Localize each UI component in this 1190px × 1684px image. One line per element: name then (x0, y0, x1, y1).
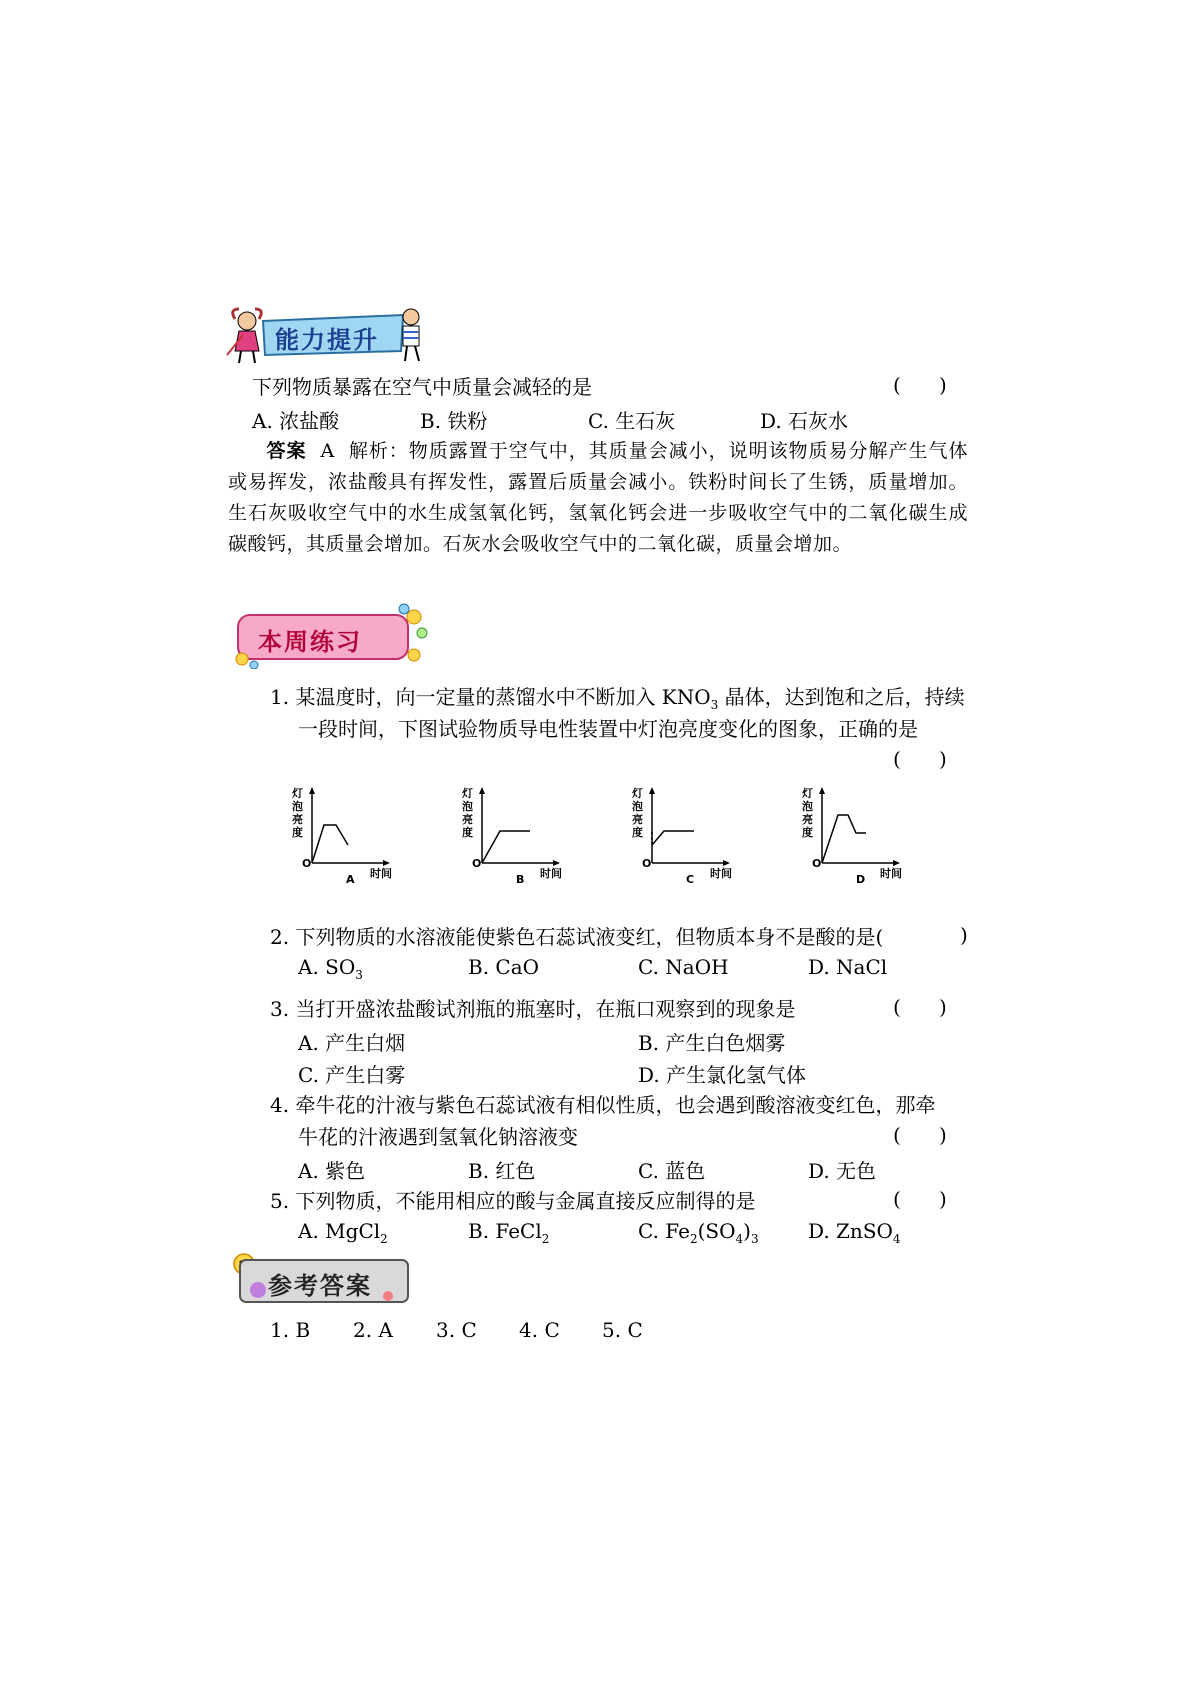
ability-banner (225, 305, 430, 365)
q3-answer-paren: ( ) (893, 995, 947, 1019)
weekly-banner (228, 603, 428, 669)
graph-b-label: B (516, 873, 525, 886)
q4-line1: 4. 牵牛花的汁液与紫色石蕊试液有相似性质，也会遇到酸溶液变红色，那牵 (270, 1093, 936, 1117)
graph-a-origin: O (302, 857, 312, 870)
answer-label: 答案 (266, 440, 307, 462)
ability-explanation (228, 436, 968, 560)
q4-option-c: C. 蓝色 (638, 1159, 706, 1183)
q5-answer-paren: ( ) (893, 1187, 947, 1211)
q1-answer-paren: ( ) (893, 747, 947, 771)
explanation-text: 解析：物质露置于空气中，其质量会减小，说明该物质易分解产生气体或易挥发，浓盐酸具有挥发性，露置后质量会减小。铁粉时间长了生锈，质量增加。生石灰吸收空气中的水生成氢氧化钙，氢氧化钙会进一步吸收空气中的二氧化碳生成碳酸钙，其质量会增加。石灰水会吸收空气中的二氧化碳，质量会增加。 (228, 440, 968, 555)
graph-a-ylabel: 灯泡亮度 (292, 787, 303, 839)
graph-b-ylabel: 灯泡亮度 (462, 787, 473, 839)
graph-c-label: C (686, 873, 695, 886)
q2-text: 2. 下列物质的水溶液能使紫色石蕊试液变红，但物质本身不是酸的是( (270, 925, 884, 949)
q3-text: 3. 当打开盛浓盐酸试剂瓶的瓶塞时，在瓶口观察到的现象是 (270, 997, 796, 1021)
q1-graphs (290, 785, 910, 885)
q4-option-b: B. 红色 (468, 1159, 536, 1183)
answer-2: 2. A (353, 1318, 393, 1342)
q3-option-d: D. 产生氯化氢气体 (638, 1063, 807, 1087)
ability-option-a: A. 浓盐酸 (252, 409, 340, 433)
graph-d-origin: O (812, 857, 822, 870)
ability-answer-paren: ( ) (893, 373, 947, 397)
q5-text: 5. 下列物质，不能用相应的酸与金属直接反应制得的是 (270, 1189, 756, 1213)
q5-option-d: D. ZnSO$_4$ (808, 1219, 901, 1246)
graph-b-origin: O (472, 857, 482, 870)
answers-banner-title: 参考答案 (268, 1272, 372, 1300)
graph-b-xlabel: 时间 (540, 867, 562, 880)
answer-5: 5. C (602, 1318, 643, 1342)
ability-question: 下列物质暴露在空气中质量会减轻的是 (252, 375, 592, 399)
q4-line2: 牛花的汁液遇到氢氧化钠溶液变 (298, 1125, 578, 1149)
q5-option-a: A. MgCl$_2$ (298, 1219, 388, 1246)
graph-a-label: A (346, 873, 355, 886)
answer-3: 3. C (436, 1318, 477, 1342)
ability-option-d: D. 石灰水 (760, 409, 849, 433)
ability-option-b: B. 铁粉 (420, 409, 488, 433)
q1-line1: 1. 某温度时，向一定量的蒸馏水中不断加入 $KNO_3$ 晶体，达到饱和之后，持续 (270, 685, 965, 712)
graph-a-xlabel: 时间 (370, 867, 392, 880)
answer-4: 4. C (519, 1318, 560, 1342)
ability-option-c: C. 生石灰 (588, 409, 676, 433)
q2-option-c: C. NaOH (638, 955, 729, 979)
q3-option-a: A. 产生白烟 (298, 1031, 406, 1055)
q2-option-b: B. CaO (468, 955, 540, 979)
q4-option-a: A. 紫色 (298, 1159, 366, 1183)
graph-c-origin: O (642, 857, 652, 870)
q4-option-d: D. 无色 (808, 1159, 877, 1183)
q2-paren-close: ) (960, 923, 968, 947)
q1-line2: 一段时间，下图试验物质导电性装置中灯泡亮度变化的图象，正确的是 (298, 717, 918, 741)
ability-banner-title: 能力提升 (275, 326, 379, 354)
weekly-banner-title: 本周练习 (258, 628, 362, 656)
q3-option-c: C. 产生白雾 (298, 1063, 406, 1087)
q2-option-d: D. NaCl (808, 955, 888, 979)
answer-letter: A (320, 440, 335, 462)
q4-answer-paren: ( ) (893, 1123, 947, 1147)
graph-d-label: D (856, 873, 866, 886)
graph-d-xlabel: 时间 (880, 867, 902, 880)
q3-option-b: B. 产生白色烟雾 (638, 1031, 786, 1055)
answers-banner (228, 1250, 413, 1310)
q5-option-c: C. $Fe_2(SO_4)_3$ (638, 1219, 759, 1246)
answer-1: 1. B (270, 1318, 311, 1342)
graph-c-ylabel: 灯泡亮度 (632, 787, 643, 839)
graph-c-xlabel: 时间 (710, 867, 732, 880)
q2-option-a: A. $SO_3$ (298, 955, 363, 982)
q5-option-b: B. FeCl$_2$ (468, 1219, 550, 1246)
graph-d-ylabel: 灯泡亮度 (802, 787, 813, 839)
